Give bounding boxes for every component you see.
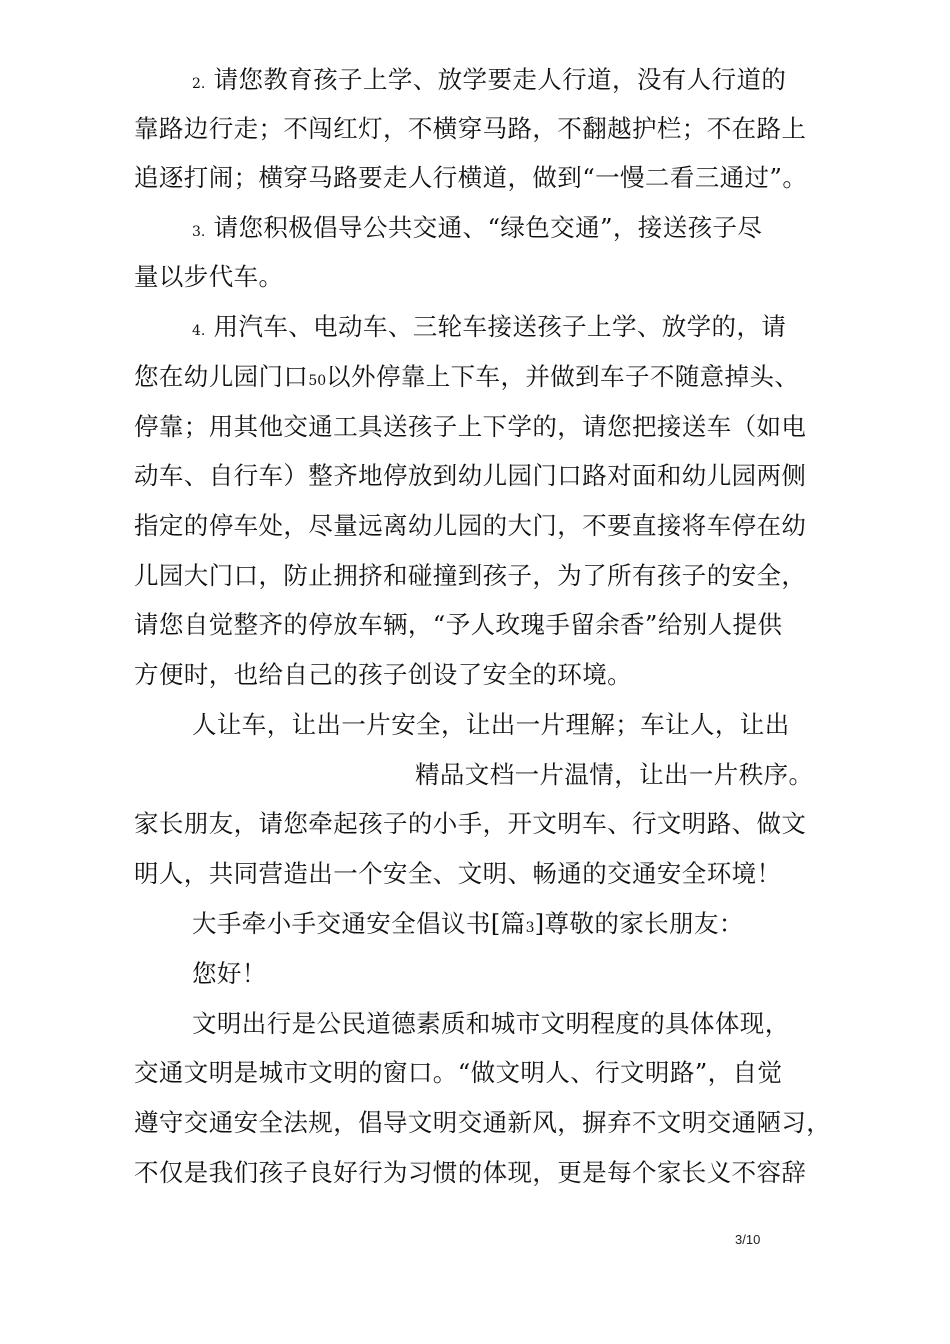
- paragraph-4-line-4: 动车、自行车）整齐地停放到幼儿园门口路对面和幼儿园两侧: [134, 461, 807, 490]
- paragraph-4-line-3: 停靠；用其他交通工具送孩子上下学的，请您把接送车（如电: [134, 412, 807, 441]
- page-number: 3/10: [735, 1232, 761, 1247]
- article-heading-before: 大手牵小手交通安全倡议书[篇: [192, 909, 526, 938]
- article-line-1: 文明出行是公民道德素质和城市文明程度的具体体现，: [192, 1009, 790, 1038]
- article-line-3: 遵守交通安全法规，倡导文明交通新风，摒弃不文明交通陋习，: [134, 1108, 832, 1137]
- paragraph-2-line-1: [192, 64, 786, 100]
- greeting: 您好！: [192, 959, 267, 988]
- paragraph-4-line-6: 儿园大门口，防止拥挤和碰撞到孩子，为了所有孩子的安全，: [134, 561, 807, 590]
- paragraph-3-line-2: 量以步代车。: [134, 262, 284, 291]
- article-heading-after: ]尊敬的家长朋友：: [534, 909, 744, 938]
- paragraph-4-line-2-after: 以外停靠上下车，并做到车子不随意掉头、: [326, 362, 800, 391]
- paragraph-4-number: 4.: [192, 323, 206, 339]
- closing-line-3: 家长朋友，请您牵起孩子的小手，开文明车、行文明路、做文: [134, 809, 807, 838]
- paragraph-2-number: 2.: [192, 76, 206, 92]
- paragraph-2-line-3: 追逐打闹；横穿马路要走人行横道，做到“一慢二看三通过”。: [134, 163, 808, 192]
- paragraph-4-line-8: 方便时，也给自己的孩子创设了安全的环境。: [134, 660, 632, 689]
- article-heading-number: 3: [525, 920, 535, 936]
- closing-line-4: 明人，共同营造出一个安全、文明、畅通的交通安全环境！: [134, 859, 782, 888]
- paragraph-4-line-7: 请您自觉整齐的停放车辆，“予人玫瑰手留余香”给别人提供: [134, 610, 783, 639]
- paragraph-4-line-1: [192, 311, 786, 347]
- article-line-2: 交通文明是城市文明的窗口。“做文明人、行文明路”，自觉: [134, 1058, 783, 1087]
- paragraph-4-line-2-before: 您在幼儿园门口: [134, 362, 309, 391]
- distance-number: 50: [308, 373, 327, 389]
- paragraph-3-text: 请您积极倡导公共交通、“绿色交通”，接送孩子尽: [213, 213, 763, 242]
- paragraph-4-text: 用汽车、电动车、三轮车接送孩子上学、放学的，请: [213, 312, 787, 341]
- paragraph-3-line-1: [192, 212, 762, 248]
- paragraph-4-line-2: [134, 361, 799, 397]
- article-line-4: 不仅是我们孩子良好行为习惯的体现，更是每个家长义不容辞: [134, 1158, 807, 1187]
- paragraph-4-line-5: 指定的停车处，尽量远离幼儿园的大门，不要直接将车停在幼: [134, 511, 807, 540]
- closing-line-2: 精品文档一片温情，让出一片秩序。: [415, 760, 814, 789]
- closing-line-1: 人让车，让出一片安全，让出一片理解；车让人，让出: [192, 710, 790, 739]
- paragraph-2-text: 请您教育孩子上学、放学要走人行道，没有人行道的: [213, 65, 787, 94]
- paragraph-3-number: 3.: [192, 224, 206, 240]
- paragraph-2-line-2: 靠路边行走；不闯红灯，不横穿马路，不翻越护栏；不在路上: [134, 114, 807, 143]
- article-heading: [192, 908, 744, 944]
